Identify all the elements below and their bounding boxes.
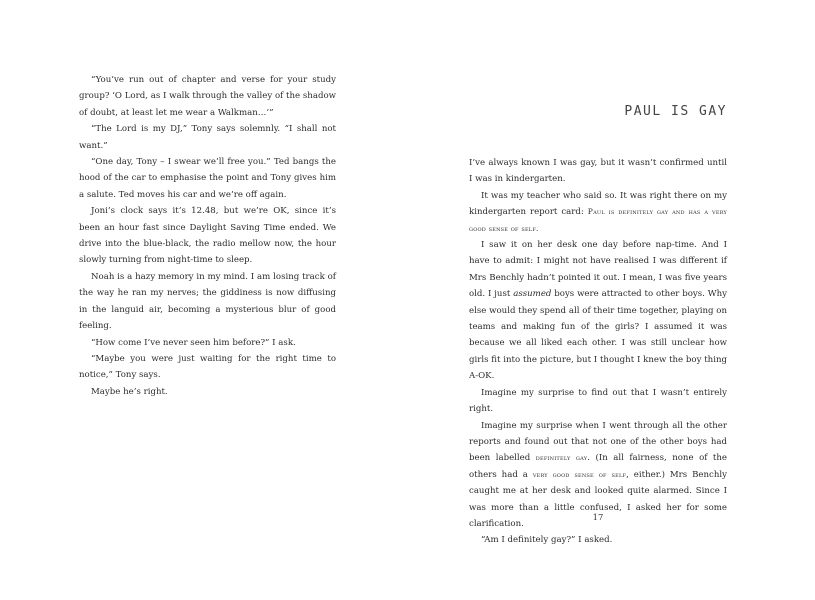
label-definitely-gay: definitely gay <box>535 453 588 463</box>
chapter-title: PAUL IS GAY <box>624 104 727 119</box>
right-paragraph-3-text-a: I saw it on her desk one day before nap-time. And I have to admit: I might not have realised I was different if Mrs Benchly hadn’t pointed it out. I mean, I was five years old. I just <box>469 240 727 300</box>
right-page <box>469 0 727 600</box>
emphasis-assumed: assumed <box>513 289 552 300</box>
right-paragraph-5-text-b: . (In all fairness, none of the others had a <box>469 453 728 480</box>
left-paragraph-2: “The Lord is my DJ,” Tony says solemnly. “I shall not want.” <box>79 124 336 151</box>
label-very-good-sense-of-self: very good sense of self <box>532 469 627 479</box>
left-paragraph-4: Joni’s clock says it’s 12.48, but we’re OK, since it’s been an hour fast since Daylight Saving Time ended. We drive into the blue-black, the radio mellow now, the hour slowly turning from night-time to sleep. <box>79 206 336 266</box>
right-page-body <box>469 155 727 549</box>
left-paragraph-3: “One day, Tony – I swear we’ll free you.” Ted bangs the hood of the car to emphasise the point and Tony gives him a salute. Ted moves his car and we’re off again. <box>79 157 336 200</box>
right-paragraph-5-text-c: , either.) Mrs Benchly caught me at her desk and looked quite alarmed. Since I was more than a little confused, I asked her for some clarification. <box>469 469 728 529</box>
right-paragraph-3-text-b: boys were attracted to other boys. Why else would they spend all of their time together, playing on teams and making fun of the girls? I assumed it was because we all liked each other. I was still unclear how girls fit into the picture, but I thought I knew the boy thing A-OK. <box>469 289 727 382</box>
right-paragraph-2 <box>469 188 727 237</box>
right-paragraph-2-text: It was my teacher who said so. It was right there on my kindergarten report card: <box>469 190 727 218</box>
left-paragraph-6: “How come I’ve never seen him before?” I ask. <box>91 337 296 348</box>
left-paragraph-1: “You’ve run out of chapter and verse for your study group? ‘O Lord, as I walk through the valley of the shadow of doubt, at least let me wear a Walkman…’” <box>79 75 336 118</box>
left-paragraph-7: “Maybe you were just waiting for the right time to notice,” Tony says. <box>79 353 336 381</box>
left-paragraph-5: Noah is a hazy memory in my mind. I am losing track of the way he ran my nerves; the giddiness is now diffusing in the languid air, becoming a mysterious blur of good feeling. <box>79 271 336 332</box>
right-paragraph-5-text-a: Imagine my surprise when I went through all the other reports and found out that not one of the other boys had been labelled <box>469 420 727 464</box>
report-card-quote: Paul is definitely gay and has a very good sense of self. <box>469 207 728 233</box>
right-paragraph-6: “Am I definitely gay?” I asked. <box>481 535 613 546</box>
right-paragraph-3 <box>469 237 727 385</box>
left-paragraph-8: Maybe he’s right. <box>91 386 168 397</box>
left-page <box>79 72 336 400</box>
right-paragraph-1: I’ve always known I was gay, but it wasn’t confirmed until I was in kindergarten. <box>469 158 727 185</box>
page-number: 17 <box>592 512 604 522</box>
right-paragraph-4: Imagine my surprise to find out that I wasn’t entirely right. <box>469 387 727 415</box>
